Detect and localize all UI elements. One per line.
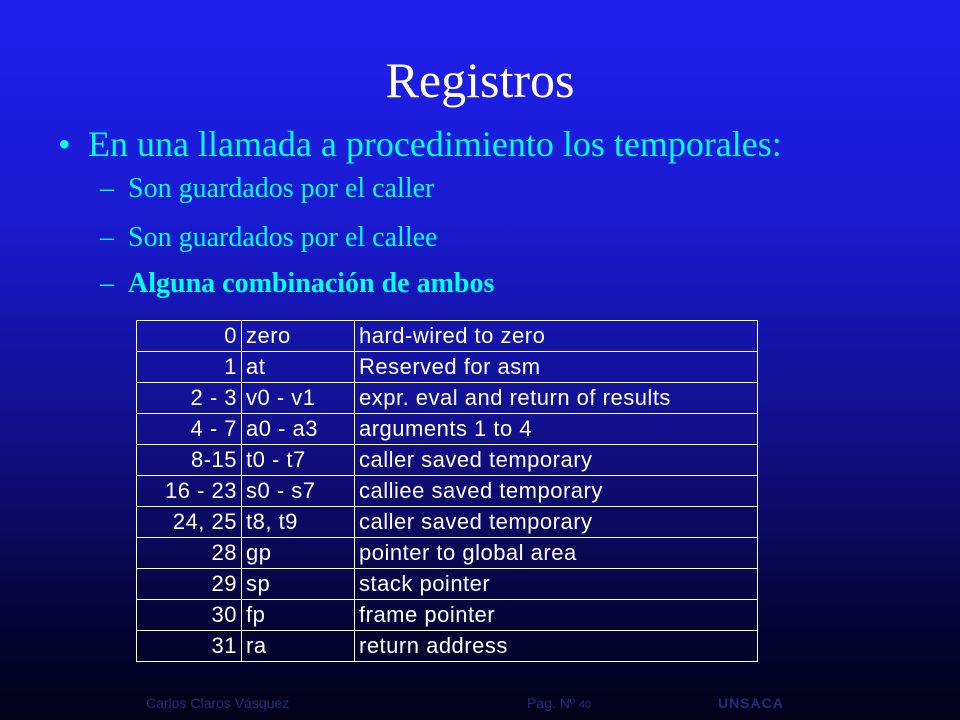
register-name: fp [242,600,355,631]
register-description: caller saved temporary [355,445,758,476]
register-number: 4 - 7 [137,414,242,445]
register-number: 24, 25 [137,507,242,538]
register-table [136,320,758,662]
footer-page-label: Pag. Nº [527,695,575,711]
register-description: Reserved for asm [355,352,758,383]
dash-mark: – [100,268,114,299]
register-name: zero [242,321,355,352]
register-number: 31 [137,631,242,662]
register-description: return address [355,631,758,662]
dash-mark: – [100,222,114,253]
register-name: sp [242,569,355,600]
register-description: hard-wired to zero [355,321,758,352]
register-name: t0 - t7 [242,445,355,476]
table-row [137,352,758,383]
register-name: at [242,352,355,383]
main-bullet-text: En una llamada a procedimiento los temporales: [88,124,782,164]
register-description: caller saved temporary [355,507,758,538]
footer-page-number: 40 [578,699,592,711]
table-row [137,414,758,445]
register-name: v0 - v1 [242,383,355,414]
register-number: 29 [137,569,242,600]
bullet-mark: • [58,124,71,164]
sub-item [100,220,437,256]
register-name: ra [242,631,355,662]
main-bullet [58,122,782,166]
sub-item-text: Alguna combinación de ambos [128,268,495,299]
sub-item [100,171,434,207]
sub-item-text: Son guardados por el caller [128,173,435,204]
dash-mark: – [100,173,114,204]
register-description: expr. eval and return of results [355,383,758,414]
register-description: frame pointer [355,600,758,631]
register-name: t8, t9 [242,507,355,538]
register-name: s0 - s7 [242,476,355,507]
register-number: 8-15 [137,445,242,476]
register-description: calliee saved temporary [355,476,758,507]
slide-title: Registros [385,52,575,108]
footer-organization: UNSACA [718,695,784,711]
register-number: 16 - 23 [137,476,242,507]
table-row [137,507,758,538]
footer-page [527,695,591,711]
register-number: 2 - 3 [137,383,242,414]
table-row [137,445,758,476]
sub-item-highlighted [100,266,494,302]
register-name: a0 - a3 [242,414,355,445]
footer-author: Carlos Claros Vásquez [146,695,290,711]
register-description: stack pointer [355,569,758,600]
register-description: arguments 1 to 4 [355,414,758,445]
table-row [137,631,758,662]
table-row [137,476,758,507]
register-number: 1 [137,352,242,383]
table-row [137,600,758,631]
register-number: 0 [137,321,242,352]
table-row [137,569,758,600]
sub-item-text: Son guardados por el callee [128,222,438,253]
register-description: pointer to global area [355,538,758,569]
table-row [137,383,758,414]
register-number: 28 [137,538,242,569]
register-name: gp [242,538,355,569]
register-number: 30 [137,600,242,631]
table-row [137,321,758,352]
table-row [137,538,758,569]
